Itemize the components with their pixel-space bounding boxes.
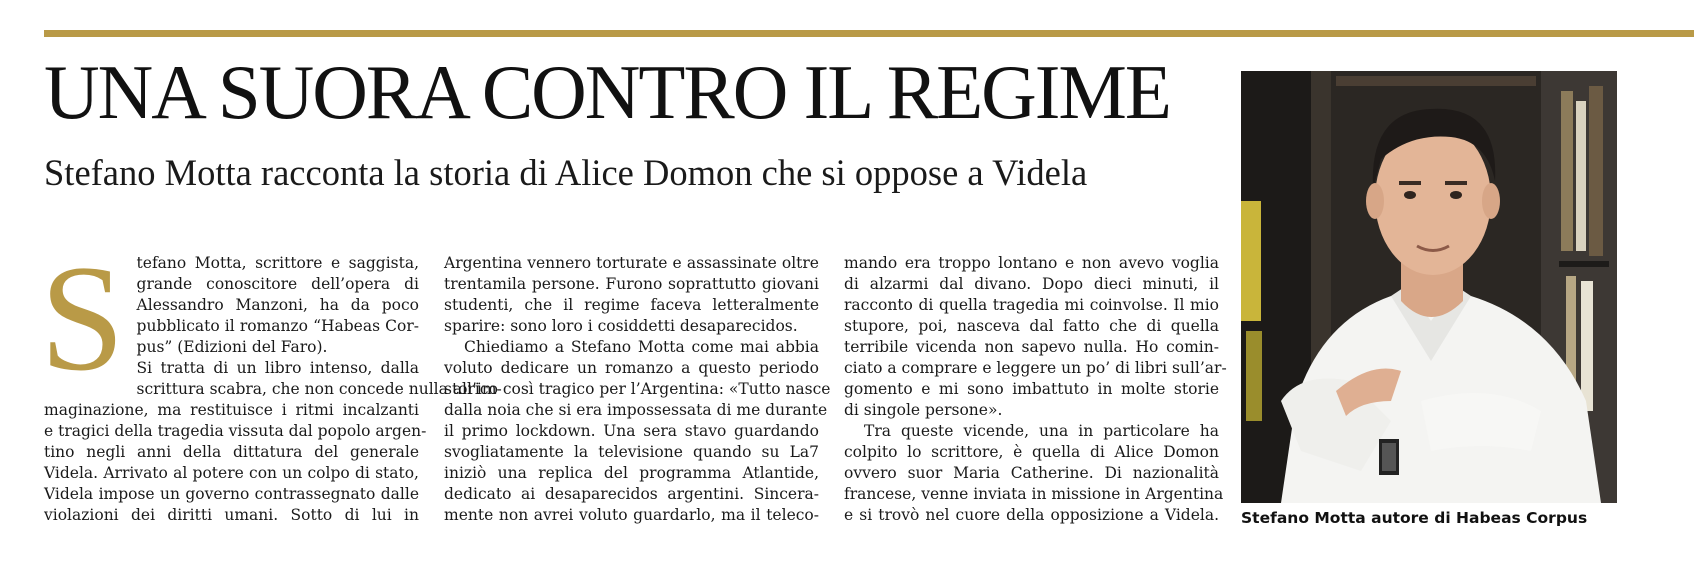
text-line: grande conoscitore dell’opera di [136, 275, 419, 293]
text-line: il primo lockdown. Una sera stavo guardando [444, 422, 819, 440]
text-line: pubblicato il romanzo “Habeas Cor- [136, 317, 419, 335]
text-line: e si trovò nel cuore della opposizione a Videla. [844, 506, 1219, 524]
text-line: studenti, che il regime faceva letteralmente [444, 296, 819, 314]
text-line: di singole persone». [844, 401, 1003, 419]
drop-cap: S [40, 234, 125, 402]
text-line: voluto dedicare un romanzo a questo periodo [444, 359, 819, 377]
text-line: svogliatamente la televisione quando su La7 [444, 443, 819, 461]
text-line: Alessandro Manzoni, ha da poco [136, 296, 419, 314]
article-column-3 [844, 253, 1227, 533]
article-column-2 [444, 253, 831, 533]
text-line: tino negli anni della dittatura del generale [44, 443, 419, 461]
top-accent-rule [44, 30, 1694, 37]
text-line: Videla. Arrivato al potere con un colpo di stato, [44, 464, 419, 482]
text-line: dedicato ai desaparecidos argentini. Sincera- [444, 485, 819, 503]
text-line: Argentina vennero torturate e assassinate oltre [444, 254, 819, 272]
text-line: francese, venne inviata in missione in Argentina [844, 485, 1224, 503]
article-column-1 [40, 234, 502, 533]
text-line: mente non avrei voluto guardarlo, ma il teleco- [444, 506, 819, 524]
text-line: di alzarmi dal divano. Dopo dieci minuti, il [844, 275, 1219, 293]
text-line: racconto di quella tragedia mi coinvolse. Il mio [844, 296, 1219, 314]
author-photo-illustration [1241, 71, 1617, 503]
text-line: colpito lo scrittore, è quella di Alice Domon [844, 443, 1219, 461]
text-line: mando era troppo lontano e non avevo voglia [844, 254, 1219, 272]
text-line: maginazione, ma restituisce i ritmi incalzanti [44, 401, 419, 419]
text-line: trentamila persone. Furono soprattutto giovani [444, 275, 819, 293]
text-line: sparire: sono loro i cosiddetti desaparecidos. [444, 317, 798, 335]
text-line: iniziò una replica del programma Atlantide, [444, 464, 819, 482]
text-line: Tra queste vicende, una in particolare ha [864, 422, 1219, 440]
headline: UNA SUORA CONTRO IL REGIME [44, 49, 1170, 135]
text-line: gomento e mi sono imbattuto in molte storie [844, 380, 1219, 398]
article-body [40, 234, 1227, 533]
text-line: pus” (Edizioni del Faro). [136, 338, 328, 356]
author-photo [1241, 71, 1617, 503]
text-line: stupore, poi, nasceva dal fatto che di quella [844, 317, 1219, 335]
text-line: ovvero suor Maria Catherine. Di nazionalità [844, 464, 1219, 482]
text-line: ciato a comprare e leggere un po’ di libri sull’ar- [844, 359, 1227, 377]
text-line: dalla noia che si era impossessata di me durante [444, 401, 828, 419]
photo-caption: Stefano Motta autore di Habeas Corpus [1241, 509, 1588, 527]
text-line: violazioni dei diritti umani. Sotto di lui in [44, 506, 419, 524]
subheadline: Stefano Motta racconta la storia di Alice Domon che si oppose a Videla [44, 152, 1088, 193]
text-line: scrittura scabra, che non concede nulla all’im- [136, 380, 502, 398]
text-line: Si tratta di un libro intenso, dalla [136, 359, 419, 377]
text-line: terribile vicenda non sapevo nulla. Ho comin- [844, 338, 1219, 356]
text-line: tefano Motta, scrittore e saggista, [136, 254, 419, 272]
text-line: Videla impose un governo contrassegnato dalle [44, 485, 419, 503]
text-line: Chiediamo a Stefano Motta come mai abbia [464, 338, 819, 356]
text-line: e tragici della tragedia vissuta dal popolo argen- [44, 422, 427, 440]
text-line: storico così tragico per l’Argentina: «Tutto nasce [444, 380, 831, 398]
